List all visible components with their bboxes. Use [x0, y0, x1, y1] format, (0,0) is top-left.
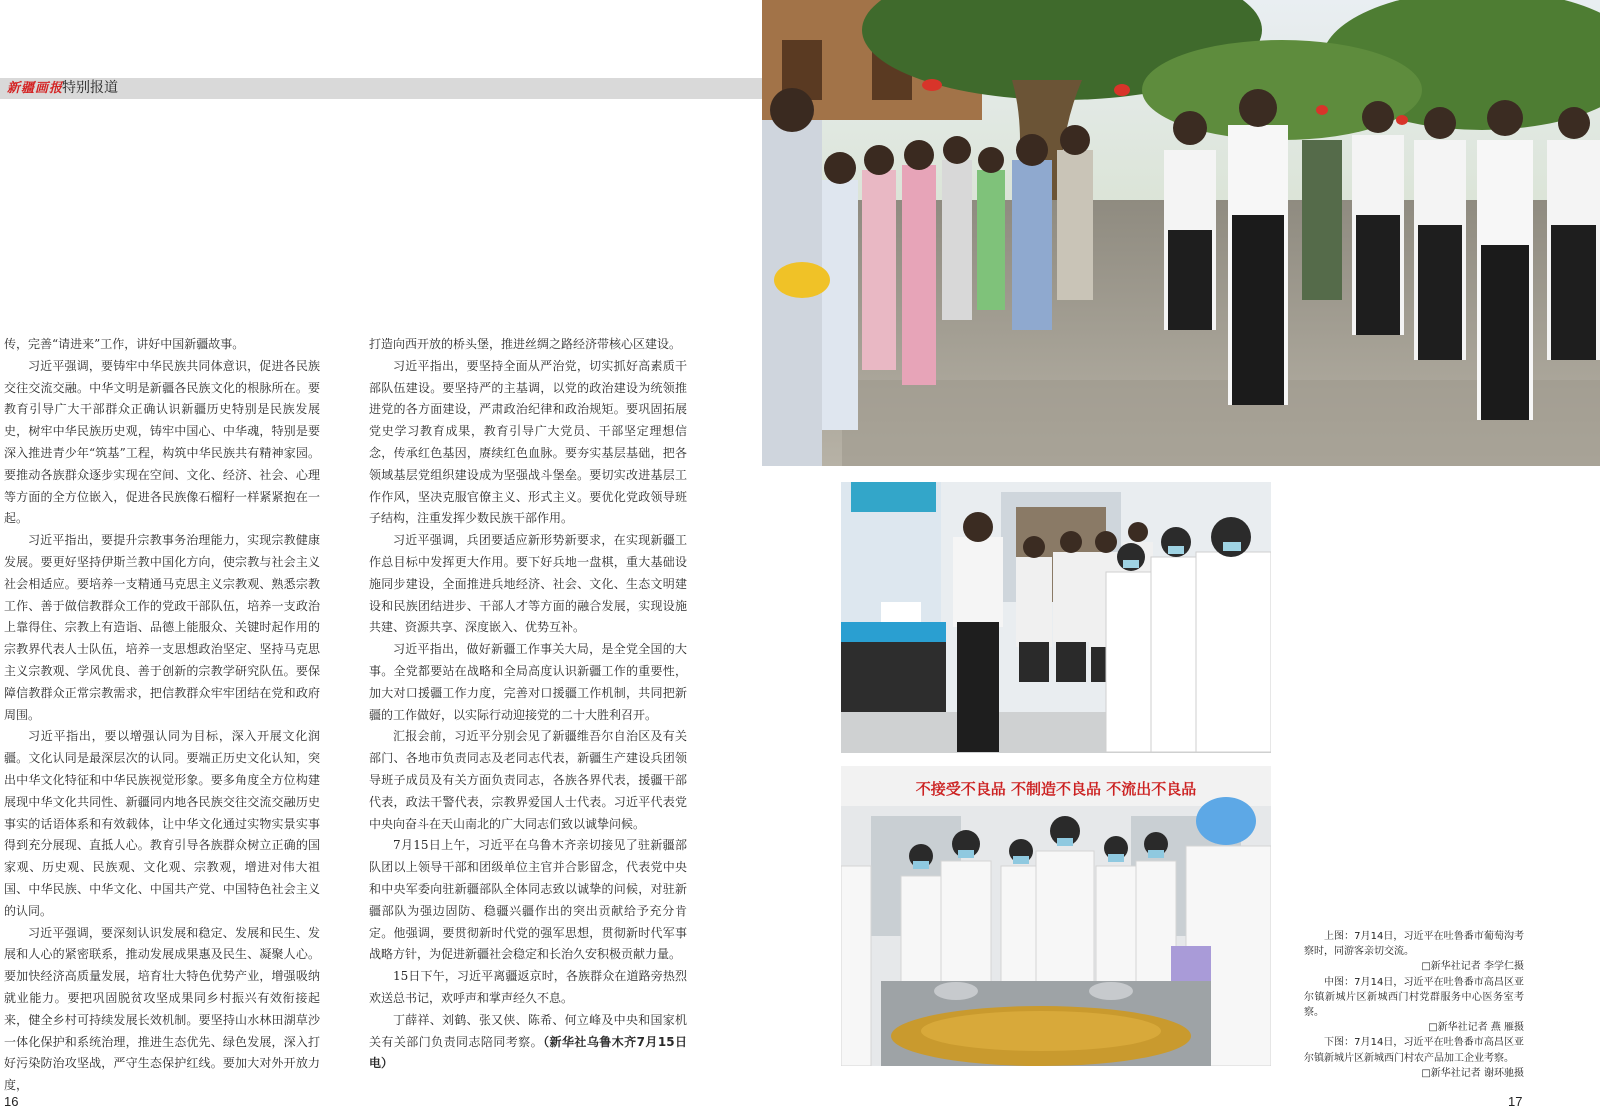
- caption-bottom-credit: □新华社记者 谢环驰摄: [1421, 1067, 1524, 1079]
- caption-top: 上图：7月14日，习近平在吐鲁番市葡萄沟考察时，同游客亲切交流。: [1304, 931, 1524, 958]
- paragraph: 习近平指出，做好新疆工作事关大局，是全党全国的大事。全党都要站在战略和全局高度认识新疆工作的重要性，加大对口援疆工作力度，完善对口援疆工作机制，共同把新疆的工作做好，以实际行动迎接党的二十大胜利召开。: [369, 642, 687, 722]
- paragraph: 习近平强调，兵团要适应新形势新要求，在实现新疆工作总目标中发挥更大作用。要下好兵地一盘棋，重大基础设施同步建设，全面推进兵地经济、社会、文化、生态文明建设和民族团结进步、干部人才等方面的融合发展，实现设施共建、资源共享、深度嵌入、优势互补。: [369, 533, 687, 635]
- dateline: （新华社乌鲁木齐7月15日电）: [369, 1034, 687, 1071]
- caption-bottom: 下图：7月14日，习近平在吐鲁番市高昌区亚尔镇新城片区新城西门村农产品加工企业考察。: [1304, 1037, 1524, 1064]
- paragraph: 习近平指出，要坚持全面从严治党，切实抓好高素质干部队伍建设。要坚持严的主基调，以党的政治建设为统领推进党的各方面建设，严肃政治纪律和政治规矩。要巩固拓展党史学习教育成果，教育引导广大党员、干部坚定理想信念，传承红色基因，赓续红色血脉。要夯实基层基础，把各领域基层党组织建设成为坚强战斗堡垒。要切实改进基层工作作风，坚决克服官僚主义、形式主义。要优化党政领导班子结构，注重发挥少数民族干部作用。: [369, 358, 687, 526]
- paragraph: 习近平指出，要提升宗教事务治理能力，实现宗教健康发展。要更好坚持伊斯兰教中国化方向，使宗教与社会主义社会相适应。要培养一支精通马克思主义宗教观、熟悉宗教工作、善于做信教群众工作的党政干部队伍，培养一支政治上靠得住、宗教上有造诣、品德上能服众、关键时起作用的宗教界代表人士队伍，培养一支思想政治坚定、坚持马克思主义宗教观、学风优良、善于创新的宗教学研究队伍。要保障信教群众正常宗教需求，把信教群众牢牢团结在党和政府周围。: [4, 533, 320, 722]
- page-number-right: 17: [1508, 1094, 1523, 1109]
- photo-grape-valley: [762, 0, 1600, 466]
- paragraph: 传，完善“请进来”工作，讲好中国新疆故事。: [4, 337, 245, 351]
- page-number-left: 16: [4, 1094, 19, 1109]
- paragraph: 习近平指出，要以增强认同为目标，深入开展文化润疆。文化认同是最深层次的认同。要端正历史文化认知，突出中华文化特征和中华民族视觉形象。要多角度全方位构建展现中华文化共同性、新疆同内地各民族交往交流交融历史事实的话语体系和有效载体，让中华文化通过实物实景实事得到充分展现、直抵人心。教育引导各族群众树立正确的国家观、历史观、民族观、文化观、宗教观，增进对伟大祖国、中华民族、中华文化、中国共产党、中国特色社会主义的认同。: [4, 729, 320, 918]
- paragraph: 汇报会前，习近平分别会见了新疆维吾尔自治区及有关部门、各地市负责同志及老同志代表，新疆生产建设兵团领导班子成员及有关方面负责同志，各族各界代表，援疆干部代表，政法干警代表，宗教界爱国人士代表。习近平代表党中央向奋斗在天山南北的广大同志们致以诚挚问候。: [369, 729, 687, 831]
- article-column-right: [369, 334, 687, 1075]
- quality-slogan-banner: 不接受不良品 不制造不良品 不流出不良品: [915, 780, 1197, 798]
- caption-middle: 中图：7月14日，习近平在吐鲁番市高昌区亚尔镇新城片区新城西门村党群服务中心医务室考察。: [1304, 976, 1524, 1019]
- section-header: [0, 78, 762, 99]
- paragraph: 打造向西开放的桥头堡，推进丝绸之路经济带核心区建设。: [369, 337, 682, 351]
- paragraph: 习近平强调，要深刻认识发展和稳定、发展和民生、发展和人心的紧密联系，推动发展成果惠及民生、凝聚人心。要加快经济高质量发展，培育壮大特色优势产业，增强吸纳就业能力。要把巩固脱贫攻坚成果同乡村振兴有效衔接起来，健全乡村可持续发展长效机制。要坚持山水林田湖草沙一体化保护和系统治理，推进生态优先、绿色发展，深入打好污染防治攻坚战，严守生态保护红线。要加大对外开放力度，: [4, 925, 320, 1093]
- article-column-left: [4, 334, 320, 1097]
- photo-food-processing: [841, 766, 1271, 1066]
- paragraph: 习近平强调，要铸牢中华民族共同体意识，促进各民族交往交流交融。中华文明是新疆各民族文化的根脉所在。要教育引导广大干部群众正确认识新疆历史特别是民族发展史，树牢中华民族历史观，铸牢中国心、中华魂，特别是要深入推进青少年“筑基”工程，构筑中华民族共有精神家园。要推动各族群众逐步实现在空间、文化、经济、社会、心理等方面的全方位嵌入，促进各民族像石榴籽一样紧紧抱在一起。: [4, 358, 320, 526]
- caption-middle-credit: □新华社记者 燕 雁摄: [1428, 1022, 1524, 1034]
- paragraph-with-dateline: [369, 1010, 687, 1075]
- paragraph: 15日下午，习近平离疆返京时，各族群众在道路旁热烈欢送总书记，欢呼声和掌声经久不息。: [369, 969, 687, 1005]
- section-title: 特别报道: [62, 80, 118, 96]
- paragraph: 7月15日上午，习近平在乌鲁木齐亲切接见了驻新疆部队团以上领导干部和团级单位主官并合影留念，代表党中央和中央军委向驻新疆部队全体同志致以诚挚的问候，对驻新疆部队为强边固防、稳疆兴疆作出的突出贡献给予充分肯定。他强调，要贯彻新时代党的强军思想，贯彻新时代军事战略方针，为促进新疆社会稳定和长治久安积极贡献力量。: [369, 838, 687, 962]
- caption-top-credit: □新华社记者 李学仁摄: [1421, 961, 1524, 973]
- magazine-logo: 新疆画报: [7, 81, 64, 96]
- photo-clinic-visit: [841, 482, 1271, 753]
- photo-captions: [1304, 929, 1524, 1081]
- paragraph-text: 丁薛祥、刘鹤、张又侠、陈希、何立峰及中央和国家机关有关部门负责同志陪同考察。: [369, 1012, 687, 1049]
